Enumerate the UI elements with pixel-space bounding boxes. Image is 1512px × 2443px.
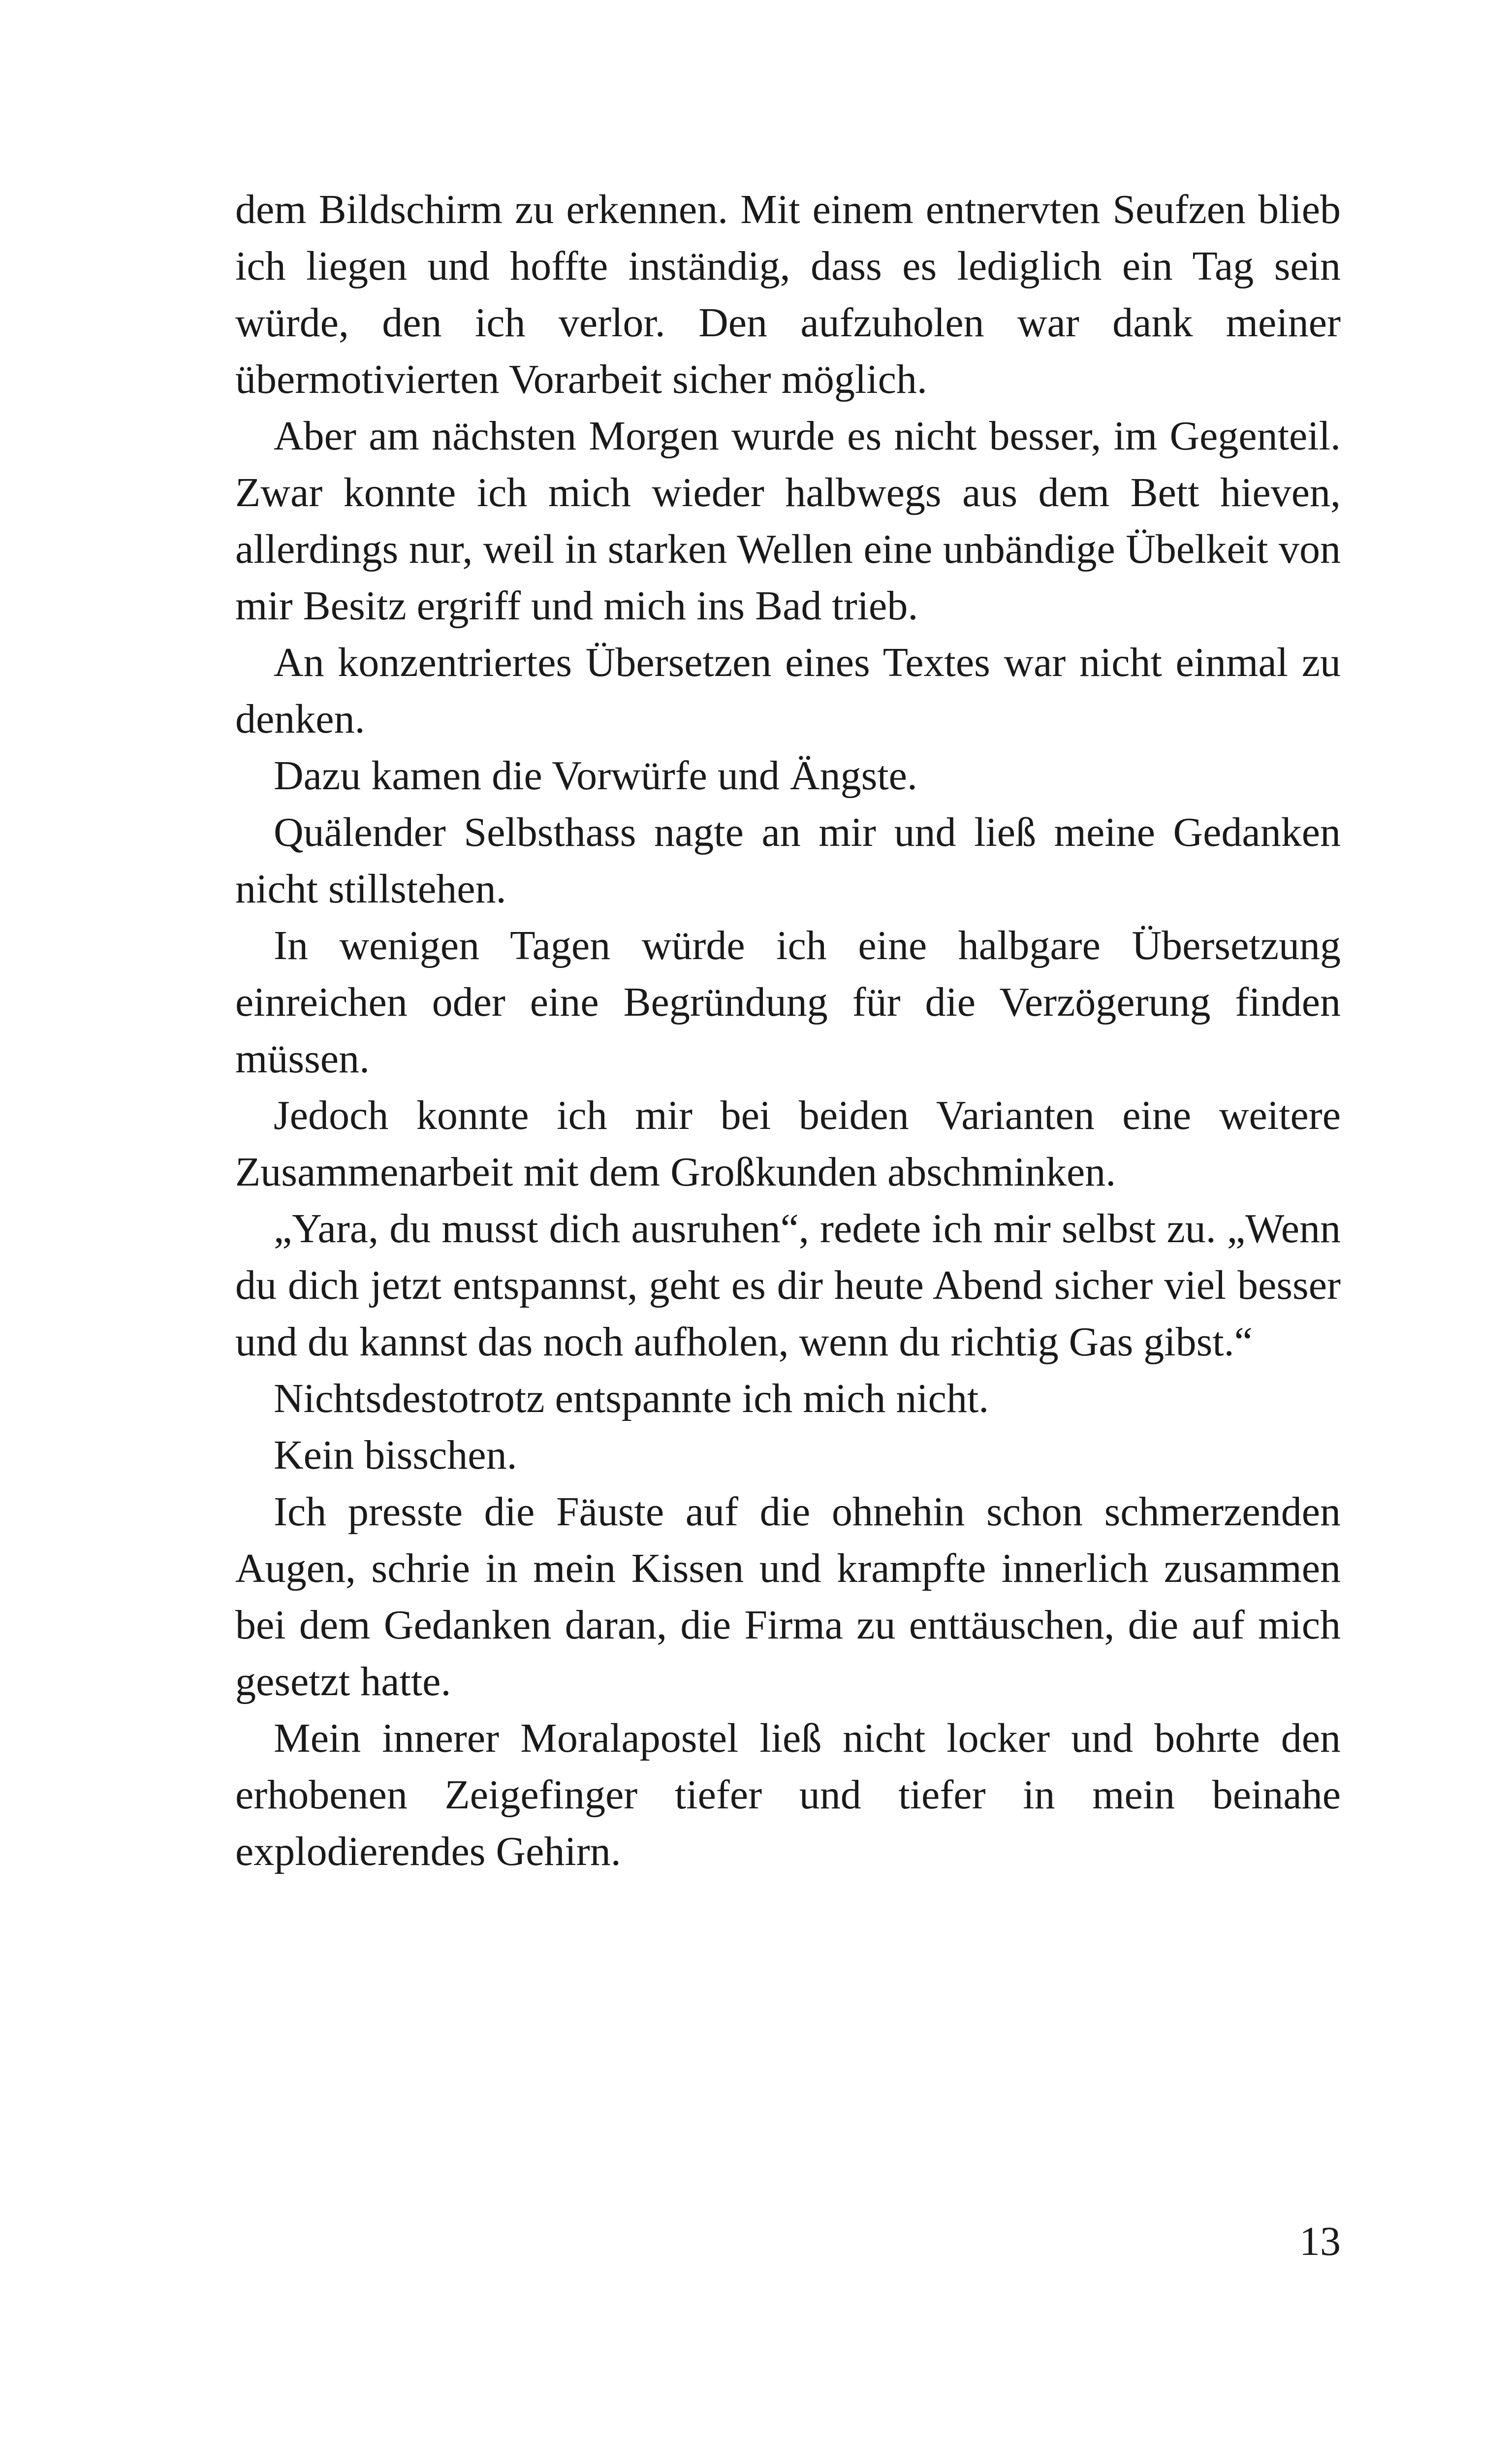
paragraph: Dazu kamen die Vorwürfe und Ängste. — [274, 753, 917, 799]
paragraph: Kein bisschen. — [274, 1432, 517, 1478]
paragraph: dem Bildschirm zu erkennen. Mit einem entnervten Seufzen blieb ich liegen und hoffte inständig, dass es lediglich ein Tag sein würde, den ich verlor. Den aufzuholen war dank meiner übermotivierten Vorarbeit sicher möglich. — [235, 187, 1341, 402]
paragraph: In wenigen Tagen würde ich eine halbgare Übersetzung einreichen oder eine Begründung für die Verzögerung finden müssen. — [235, 923, 1341, 1082]
paragraph: Quälender Selbsthass nagte an mir und ließ meine Gedanken nicht stillstehen. — [235, 809, 1341, 912]
paragraph: Jedoch konnte ich mir bei beiden Varianten eine weitere Zusammenarbeit mit dem Großkunden abschminken. — [235, 1093, 1341, 1195]
paragraph: Nichtsdestotrotz entspannte ich mich nicht. — [274, 1376, 989, 1421]
paragraph: An konzentriertes Übersetzen eines Textes war nicht einmal zu denken. — [235, 640, 1341, 742]
paragraph: Aber am nächsten Morgen wurde es nicht besser, im Gegenteil. Zwar konnte ich mich wieder halbwegs aus dem Bett hieven, allerdings nur, weil in starken Wellen eine unbändige Übelkeit von mir Besitz ergriff und mich ins Bad trieb. — [235, 413, 1341, 629]
paragraph: Mein innerer Moralapostel ließ nicht locker und bohrte den erhobenen Zeigefinger tiefer und tiefer in mein beinahe explodierendes Gehirn. — [235, 1715, 1341, 1874]
body-text — [235, 181, 1341, 1880]
paragraph: Ich presste die Fäuste auf die ohnehin schon schmerzenden Augen, schrie in mein Kissen und krampfte innerlich zusammen bei dem Gedanken daran, die Firma zu enttäuschen, die auf mich gesetzt hatte. — [235, 1489, 1341, 1704]
page-number: 13 — [1299, 2218, 1341, 2264]
paragraph: „Yara, du musst dich ausruhen“, redete ich mir selbst zu. „Wenn du dich jetzt entspannst, geht es dir heute Abend sicher viel besser und du kannst das noch aufholen, wenn du richtig Gas gibst.“ — [235, 1206, 1341, 1365]
